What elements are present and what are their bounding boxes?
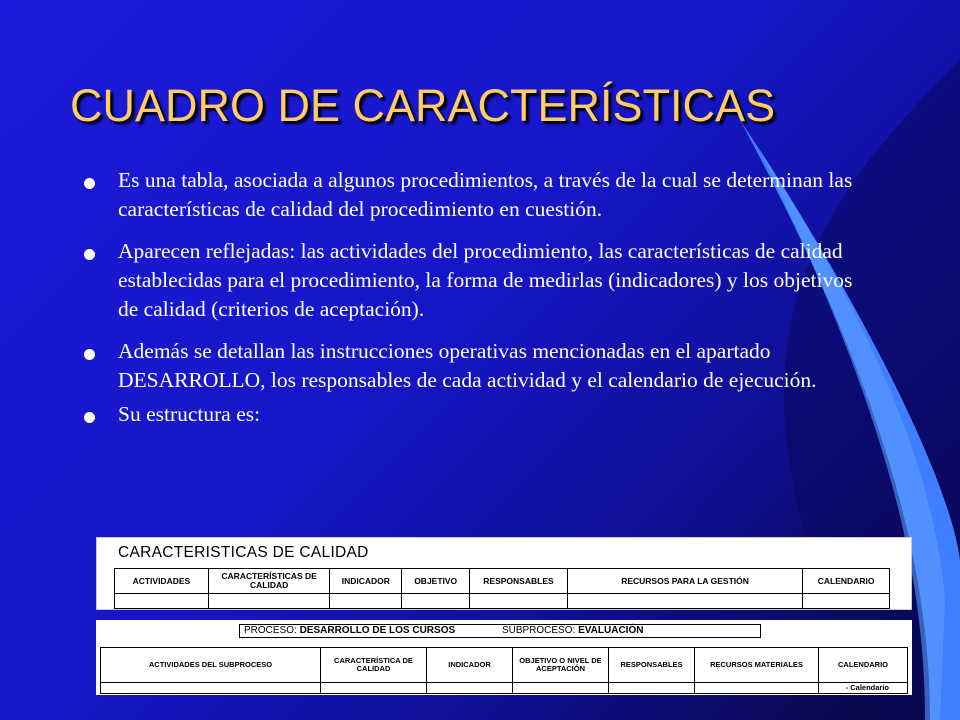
characteristics-table <box>96 537 912 610</box>
table-cell <box>819 683 907 693</box>
table-row <box>114 594 890 609</box>
table-cell <box>427 683 513 693</box>
header-cell: RESPONSABLES <box>470 569 568 593</box>
header-cell: CALENDARIO <box>817 575 875 586</box>
bullet-text: Es una tabla, asociada a algunos procedimientos, a través de la cual se determinan las características de calidad del procedimiento en cuestión. <box>118 168 853 221</box>
subproceso-value: EVALUACIÓN <box>578 625 644 636</box>
table-title: CARACTERISTICAS DE CALIDAD <box>118 544 369 561</box>
bullet-text: Además se detallan las instrucciones operativas mencionadas en el apartado DESARROLLO, los responsables de cada actividad y el calendario de ejecución. <box>118 339 817 392</box>
header-cell: OBJETIVO O NIVEL DE ACEPTACIÓN <box>513 648 609 682</box>
table-cell <box>101 683 321 693</box>
subproceso-label: SUBPROCESO: <box>501 625 576 636</box>
bullet-item <box>84 400 874 429</box>
bullet-item <box>84 337 874 395</box>
bullet-dot-icon <box>84 412 95 423</box>
table-cell <box>115 594 209 608</box>
table-header-row <box>100 647 908 683</box>
bullet-item <box>84 166 874 224</box>
table-cell <box>695 683 819 693</box>
header-cell: ACTIVIDADES <box>115 569 209 593</box>
bullet-text: Su estructura es: <box>118 402 261 426</box>
table-header-row <box>114 568 890 594</box>
table-row <box>100 683 908 694</box>
header-cell: RESPONSABLES <box>609 648 695 682</box>
process-table <box>96 620 912 695</box>
table-cell <box>609 683 695 693</box>
bullet-item <box>84 237 874 324</box>
table-cell <box>803 594 889 608</box>
bullet-dot-icon <box>84 349 95 360</box>
table-cell <box>470 594 568 608</box>
table-cell <box>209 594 331 608</box>
process-header-box <box>239 624 761 638</box>
header-cell: RECURSOS MATERIALES <box>695 648 819 682</box>
header-cell: CARACTERÍSTICA DE CALIDAD <box>321 648 427 682</box>
slide-title: CUADRO DE CARACTERÍSTICAS <box>70 80 776 131</box>
bullet-list <box>84 166 874 442</box>
table-cell <box>402 594 470 608</box>
proceso-value: DESARROLLO DE LOS CURSOS <box>299 625 456 636</box>
table-cell <box>513 683 609 693</box>
header-cell: ACTIVIDADES DEL SUBPROCESO <box>101 648 321 682</box>
header-cell: CALENDARIO <box>838 659 888 669</box>
bullet-text: Aparecen reflejadas: las actividades del procedimiento, las características de calidad establecidas para el procedimiento, la forma de medirlas (indicadores) y los objetivos de calidad (criterios de aceptación). <box>118 239 853 321</box>
header-cell: INDICADOR <box>427 648 513 682</box>
header-cell: INDICADOR <box>330 569 402 593</box>
calendar-note: - Calendario <box>845 683 889 692</box>
table-cell <box>330 594 402 608</box>
table-cell <box>568 594 803 608</box>
bullet-dot-icon <box>84 178 95 189</box>
header-cell: CARACTERÍSTICAS DE CALIDAD <box>209 569 331 593</box>
table-cell <box>321 683 427 693</box>
bullet-dot-icon <box>84 249 95 260</box>
header-cell: OBJETIVO <box>402 569 470 593</box>
proceso-label: PROCESO: <box>244 625 297 636</box>
header-cell: RECURSOS PARA LA GESTIÓN <box>568 569 803 593</box>
